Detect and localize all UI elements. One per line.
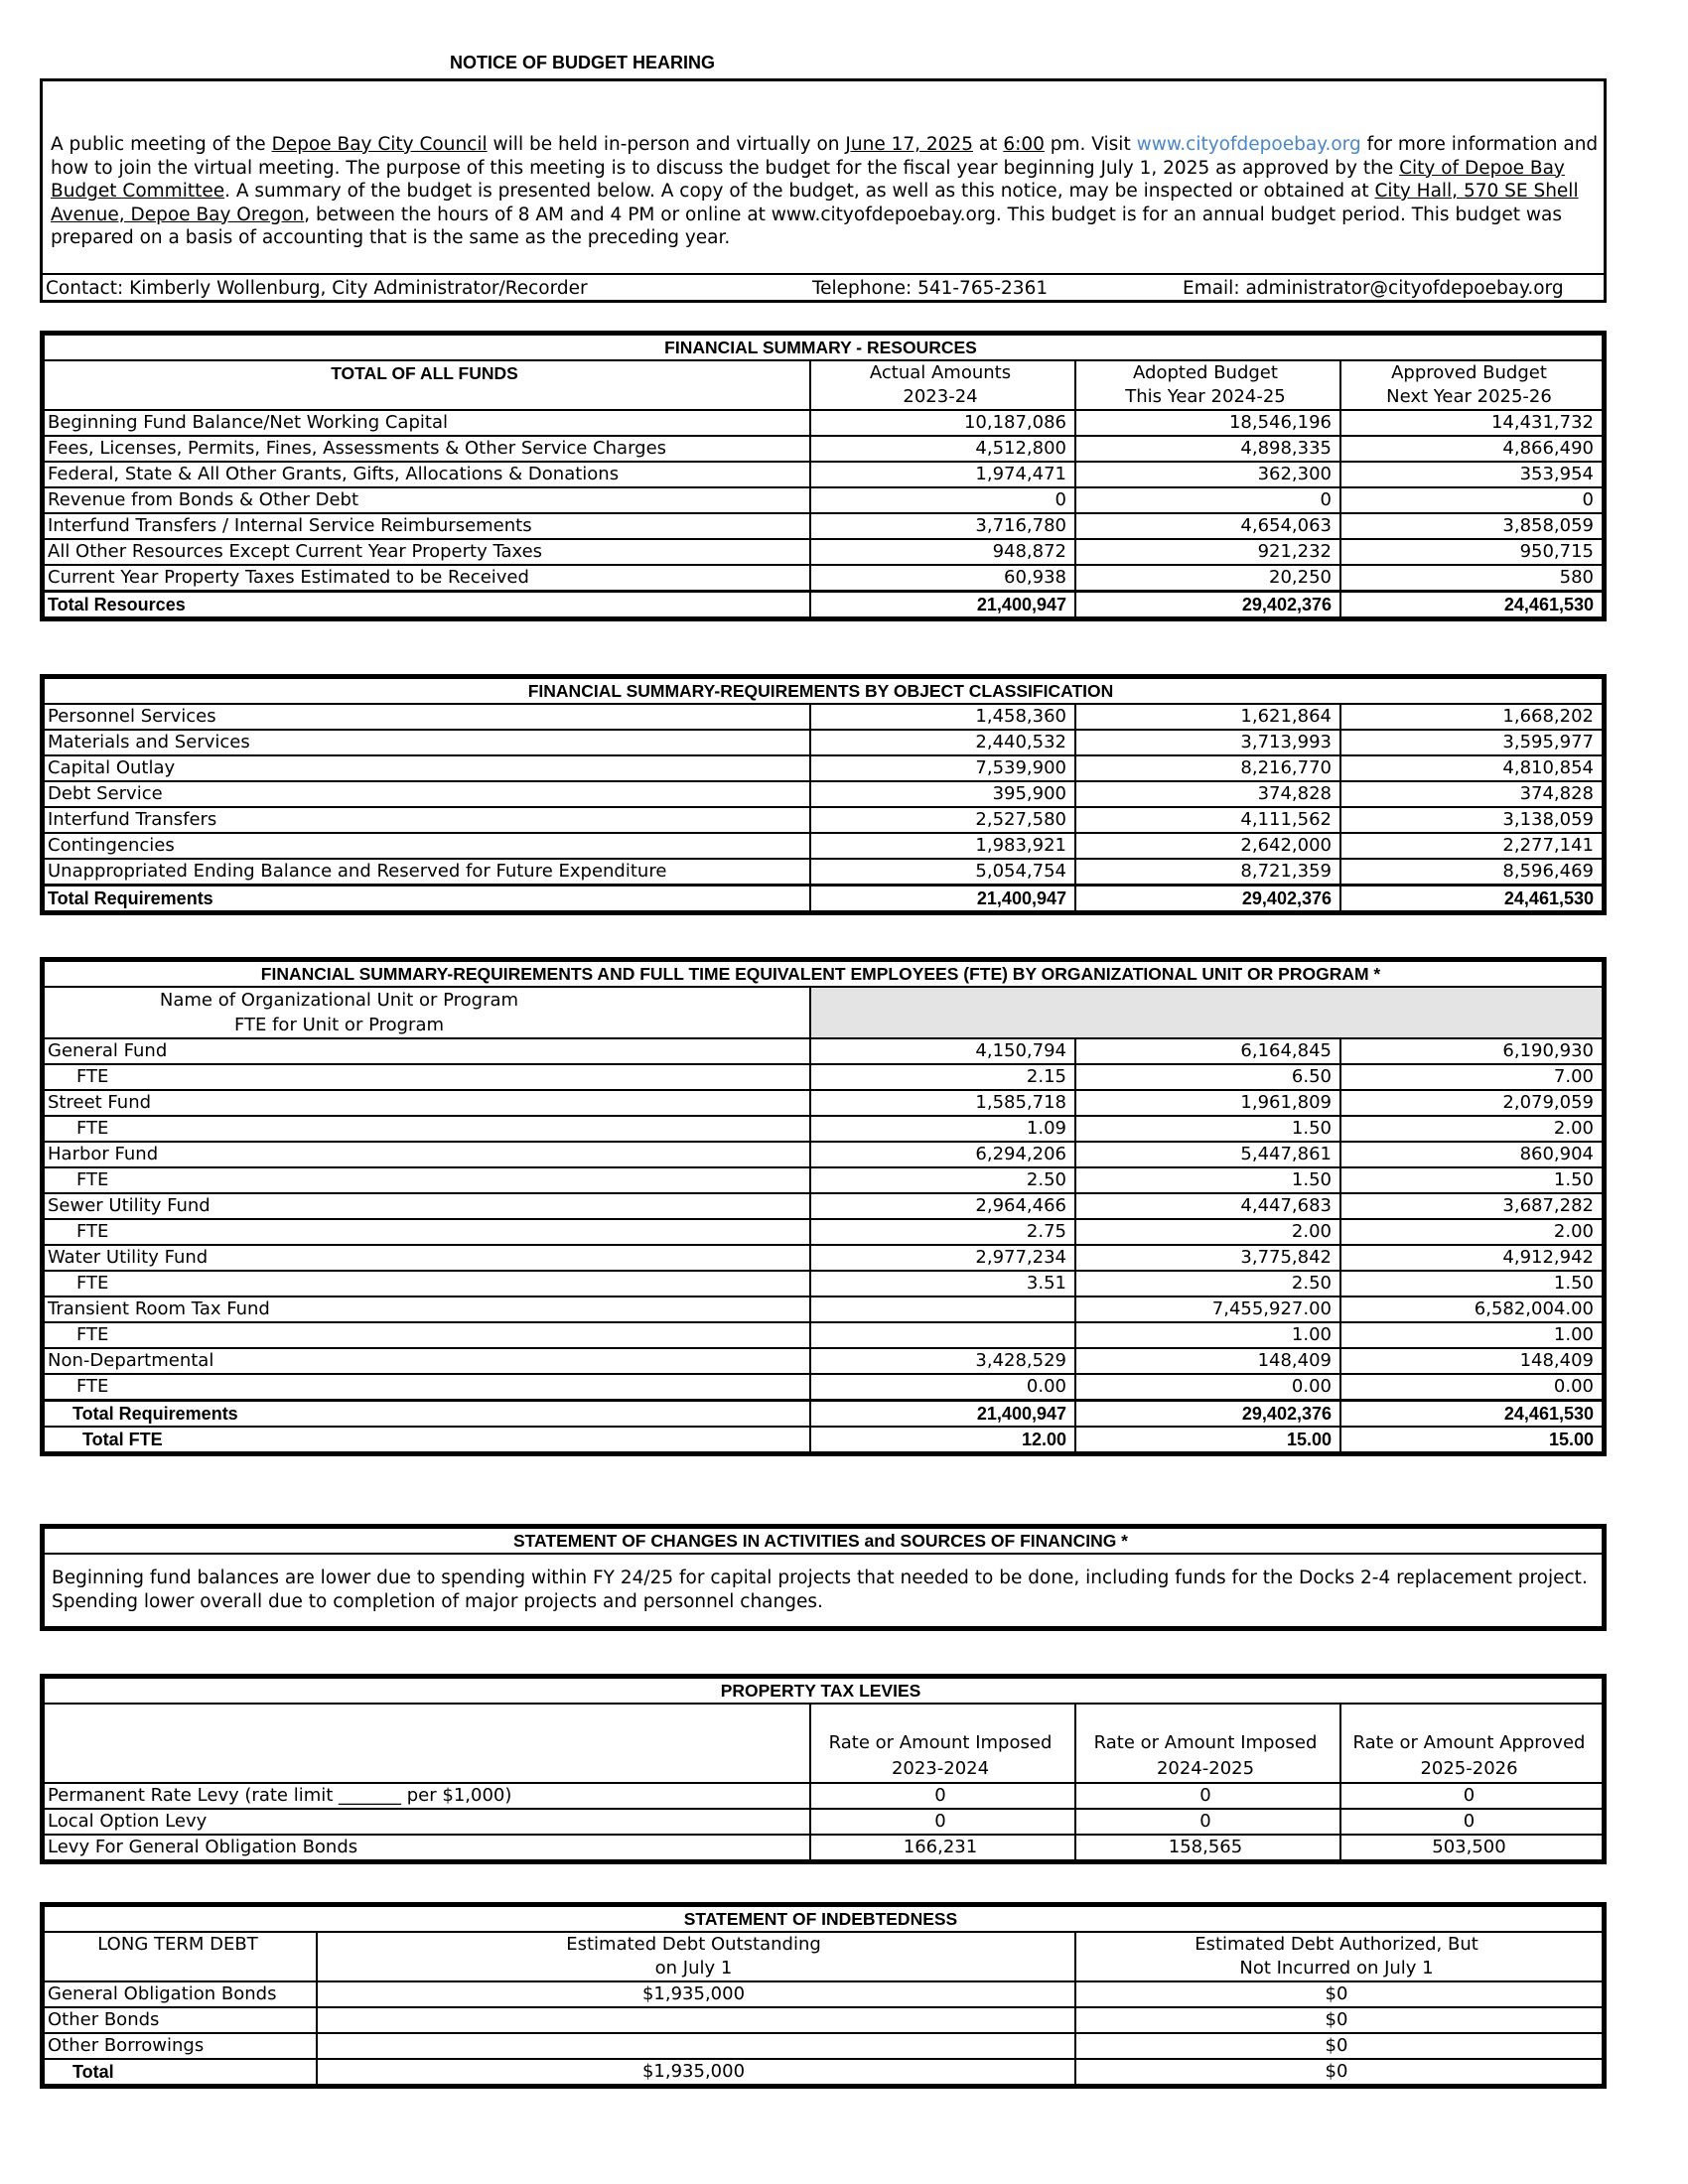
row-value: 1,961,809 xyxy=(1075,1090,1340,1116)
changes-title: STATEMENT OF CHANGES IN ACTIVITIES and SOURCES OF FINANCING * xyxy=(44,1528,1603,1554)
meeting-date: June 17, 2025 xyxy=(845,134,973,155)
row-value: 166,231 xyxy=(810,1835,1075,1860)
row-value: $0 xyxy=(1075,2033,1603,2059)
row-value: 3,858,059 xyxy=(1340,513,1603,539)
row-value: 18,546,196 xyxy=(1075,410,1340,436)
row-value: 20,250 xyxy=(1075,565,1340,592)
debt-col2-header xyxy=(1075,1932,1603,1981)
row-label: Capital Outlay xyxy=(44,755,810,781)
row-value: 3.51 xyxy=(810,1271,1075,1297)
header-line: Rate or Amount Imposed xyxy=(1093,1732,1318,1753)
row-value: 1.00 xyxy=(1340,1322,1603,1348)
row-value: 5,447,861 xyxy=(1075,1142,1340,1167)
debt-col0-header: LONG TERM DEBT xyxy=(44,1932,317,1981)
notice-text-part: , between the hours of 8 AM and 4 PM or online at www.cityofdepoebay.org. This budget is for an annual budget period. This budget was prepared on a basis of accounting that is the same as the preceding year. xyxy=(51,204,1563,248)
fte-row xyxy=(44,1064,1603,1090)
budget-committee: City of Depoe Bay Budget Committee xyxy=(51,157,1565,202)
row-value: 3,595,977 xyxy=(1340,730,1603,755)
levies-col2-header xyxy=(1075,1704,1340,1783)
unit-name: Street Fund xyxy=(44,1090,810,1116)
notice-text-part: pm. Visit xyxy=(1044,134,1137,155)
row-value: 0 xyxy=(810,487,1075,513)
row-label: Interfund Transfers / Internal Service Reimbursements xyxy=(44,513,810,539)
debt-table xyxy=(43,1905,1604,2086)
row-value: 0 xyxy=(1075,1809,1340,1835)
notice-box xyxy=(40,78,1607,303)
unit-row xyxy=(44,1090,1603,1116)
row-value: 24,461,530 xyxy=(1340,1401,1603,1428)
fte-label: FTE xyxy=(44,1322,810,1348)
council-link: Depoe Bay City Council xyxy=(271,134,488,155)
website-link[interactable]: www.cityofdepoebay.org xyxy=(1136,134,1361,155)
row-value: 503,500 xyxy=(1340,1835,1603,1860)
row-value: 7,539,900 xyxy=(810,755,1075,781)
debt-col1-header xyxy=(317,1932,1075,1981)
row-value: 2,977,234 xyxy=(810,1245,1075,1271)
changes-text: Beginning fund balances are lower due to spending within FY 24/25 for capital projects that needed to be done, including funds for the Docks 2-4 replacement project. Spending lower overall due to completion of major projects and personnel changes. xyxy=(52,1568,1588,1612)
row-value: 1,621,864 xyxy=(1075,704,1340,730)
changes-cell xyxy=(44,1554,1603,1627)
row-value: 21,400,947 xyxy=(810,1401,1075,1428)
table-row xyxy=(44,1809,1603,1835)
table-row xyxy=(44,730,1603,755)
row-label: Permanent Rate Levy (rate limit _______ per $1,000) xyxy=(44,1783,810,1809)
row-value: 14,431,732 xyxy=(1340,410,1603,436)
row-value: 4,654,063 xyxy=(1075,513,1340,539)
row-value: 580 xyxy=(1340,565,1603,592)
changes-table xyxy=(43,1527,1604,1628)
row-value: 0.00 xyxy=(810,1374,1075,1401)
changes-section xyxy=(40,1524,1607,1631)
col-header-line: Adopted Budget xyxy=(1133,362,1278,383)
row-label: Beginning Fund Balance/Net Working Capital xyxy=(44,410,810,436)
row-value: 6,582,004.00 xyxy=(1340,1297,1603,1322)
row-label: Contingencies xyxy=(44,833,810,859)
debt-section xyxy=(40,1902,1607,2089)
row-value: 4,810,854 xyxy=(1340,755,1603,781)
table-row xyxy=(44,1783,1603,1809)
city-hall-address: City Hall, 570 SE Shell Avenue, Depoe Bay Oregon xyxy=(51,181,1579,225)
row-value: 5,054,754 xyxy=(810,859,1075,886)
unit-name: Non-Departmental xyxy=(44,1348,810,1374)
requirements-total-row xyxy=(44,886,1603,912)
row-value: 2,642,000 xyxy=(1075,833,1340,859)
row-label: Interfund Transfers xyxy=(44,807,810,833)
row-value: 8,216,770 xyxy=(1075,755,1340,781)
row-value: 24,461,530 xyxy=(1340,592,1603,618)
row-value: 4,447,683 xyxy=(1075,1193,1340,1219)
fte-row xyxy=(44,1374,1603,1401)
levies-col3-header xyxy=(1340,1704,1603,1783)
row-value: $1,935,000 xyxy=(317,1981,1075,2007)
table-row xyxy=(44,859,1603,886)
table-row xyxy=(44,833,1603,859)
table-row xyxy=(44,462,1603,487)
row-value: 0 xyxy=(810,1809,1075,1835)
row-value: 1,983,921 xyxy=(810,833,1075,859)
table-row xyxy=(44,704,1603,730)
row-value: 15.00 xyxy=(1340,1427,1603,1452)
row-label: Revenue from Bonds & Other Debt xyxy=(44,487,810,513)
requirements-section xyxy=(40,674,1607,915)
row-value: 8,721,359 xyxy=(1075,859,1340,886)
table-row xyxy=(44,487,1603,513)
row-label: Total Requirements xyxy=(44,886,810,912)
row-label: Unappropriated Ending Balance and Reserved for Future Expenditure xyxy=(44,859,810,886)
row-label: Total Resources xyxy=(44,592,810,618)
row-value: 353,954 xyxy=(1340,462,1603,487)
row-value: 148,409 xyxy=(1340,1348,1603,1374)
fte-row xyxy=(44,1219,1603,1245)
row-value: 948,872 xyxy=(810,539,1075,565)
row-label: Debt Service xyxy=(44,781,810,807)
row-value: 1.00 xyxy=(1075,1322,1340,1348)
header-line: Estimated Debt Authorized, But xyxy=(1195,1934,1478,1955)
table-row xyxy=(44,513,1603,539)
col-actual-header xyxy=(810,360,1075,410)
row-value: 2.50 xyxy=(1075,1271,1340,1297)
row-value: 148,409 xyxy=(1075,1348,1340,1374)
row-value: 4,866,490 xyxy=(1340,436,1603,462)
notice-text-part: for more information and how to join the virtual meeting. The purpose of this meeting is to discuss the budget for the fiscal year beginning July 1, 2025 as approved by the xyxy=(51,134,1599,179)
row-value: 10,187,086 xyxy=(810,410,1075,436)
row-value: 8,596,469 xyxy=(1340,859,1603,886)
row-value: 0 xyxy=(1340,487,1603,513)
row-value: 29,402,376 xyxy=(1075,1401,1340,1428)
row-value xyxy=(317,2007,1075,2033)
contact-telephone: Telephone: 541-765-2361 xyxy=(812,278,1049,299)
unit-row xyxy=(44,1193,1603,1219)
row-value: 362,300 xyxy=(1075,462,1340,487)
row-value: 4,912,942 xyxy=(1340,1245,1603,1271)
col-adopted-header xyxy=(1075,360,1340,410)
row-value: 29,402,376 xyxy=(1075,592,1340,618)
notice-text-part: will be held in-person and virtually on xyxy=(487,134,846,155)
col-header-line: Next Year 2025-26 xyxy=(1386,386,1552,407)
col-header-line: Actual Amounts xyxy=(869,362,1012,383)
row-value: 2,527,580 xyxy=(810,807,1075,833)
row-value: 2,079,059 xyxy=(1340,1090,1603,1116)
row-value: 1.50 xyxy=(1340,1167,1603,1193)
fte-label: FTE xyxy=(44,1271,810,1297)
debt-total-row xyxy=(44,2059,1603,2085)
row-value: 1,668,202 xyxy=(1340,704,1603,730)
row-value: 374,828 xyxy=(1075,781,1340,807)
row-label: Fees, Licenses, Permits, Fines, Assessments & Other Service Charges xyxy=(44,436,810,462)
row-value: 158,565 xyxy=(1075,1835,1340,1860)
debt-rows xyxy=(44,1981,1603,2059)
fte-label: FTE xyxy=(44,1167,810,1193)
requirements-title: FINANCIAL SUMMARY-REQUIREMENTS BY OBJECT CLASSIFICATION xyxy=(44,678,1603,704)
row-value: 3,775,842 xyxy=(1075,1245,1340,1271)
row-value: 2.00 xyxy=(1075,1219,1340,1245)
row-value xyxy=(810,1322,1075,1348)
row-value: 0.00 xyxy=(1340,1374,1603,1401)
row-label: General Obligation Bonds xyxy=(44,1981,317,2007)
table-row xyxy=(44,755,1603,781)
header-line: 2025-2026 xyxy=(1420,1758,1518,1779)
fte-label: FTE xyxy=(44,1374,810,1401)
row-value: 2,440,532 xyxy=(810,730,1075,755)
fte-row xyxy=(44,1271,1603,1297)
row-value: 3,687,282 xyxy=(1340,1193,1603,1219)
row-value: 6,294,206 xyxy=(810,1142,1075,1167)
fte-title: FINANCIAL SUMMARY-REQUIREMENTS AND FULL TIME EQUIVALENT EMPLOYEES (FTE) BY ORGANIZATIONAL UNIT OR PROGRAM * xyxy=(44,961,1603,987)
row-value: 0 xyxy=(810,1783,1075,1809)
header-line: Rate or Amount Approved xyxy=(1352,1732,1586,1753)
levies-section xyxy=(40,1674,1607,1864)
row-label: Materials and Services xyxy=(44,730,810,755)
row-value: 1,585,718 xyxy=(810,1090,1075,1116)
row-value: 1.09 xyxy=(810,1116,1075,1142)
row-value: 24,461,530 xyxy=(1340,886,1603,912)
unit-row xyxy=(44,1348,1603,1374)
levies-table xyxy=(43,1677,1604,1861)
row-value: 3,138,059 xyxy=(1340,807,1603,833)
fte-row xyxy=(44,1167,1603,1193)
header-line: 2024-2025 xyxy=(1156,1758,1255,1779)
row-value: 2.50 xyxy=(810,1167,1075,1193)
row-value: 4,898,335 xyxy=(1075,436,1340,462)
row-value: 2.75 xyxy=(810,1219,1075,1245)
header-line: on July 1 xyxy=(654,1958,733,1979)
row-value: 1.50 xyxy=(1340,1271,1603,1297)
row-value: 0 xyxy=(1075,487,1340,513)
requirements-table xyxy=(43,677,1604,912)
contact-email: Email: administrator@cityofdepoebay.org xyxy=(1183,278,1564,299)
fte-label-header xyxy=(44,987,810,1038)
notice-text xyxy=(51,133,1600,250)
row-value xyxy=(317,2033,1075,2059)
table-row xyxy=(44,781,1603,807)
row-value: 15.00 xyxy=(1075,1427,1340,1452)
unit-row xyxy=(44,1038,1603,1064)
row-value: 1,974,471 xyxy=(810,462,1075,487)
table-row xyxy=(44,2007,1603,2033)
row-value: 4,512,800 xyxy=(810,436,1075,462)
row-value: 3,713,993 xyxy=(1075,730,1340,755)
row-value: 3,716,780 xyxy=(810,513,1075,539)
unit-row xyxy=(44,1142,1603,1167)
fte-table xyxy=(43,960,1604,1453)
requirements-rows xyxy=(44,704,1603,886)
row-value: 6.50 xyxy=(1075,1064,1340,1090)
unit-name: Transient Room Tax Fund xyxy=(44,1297,810,1322)
fte-label: FTE xyxy=(44,1116,810,1142)
col-header-line: 2023-24 xyxy=(903,386,978,407)
row-value: 1.50 xyxy=(1075,1167,1340,1193)
table-row xyxy=(44,1835,1603,1860)
unit-name: Water Utility Fund xyxy=(44,1245,810,1271)
col-header-line: Approved Budget xyxy=(1391,362,1547,383)
row-value: 29,402,376 xyxy=(1075,886,1340,912)
row-value: 2,277,141 xyxy=(1340,833,1603,859)
row-value: $1,935,000 xyxy=(317,2059,1075,2085)
row-value: $0 xyxy=(1075,2059,1603,2085)
fte-section xyxy=(40,957,1607,1456)
header-line: Not Incurred on July 1 xyxy=(1239,1958,1434,1979)
notice-text-part: at xyxy=(972,134,1004,155)
row-value: 395,900 xyxy=(810,781,1075,807)
row-value xyxy=(810,1297,1075,1322)
row-value: 921,232 xyxy=(1075,539,1340,565)
fte-shaded-header xyxy=(810,987,1603,1038)
table-row xyxy=(44,1981,1603,2007)
row-label: Personnel Services xyxy=(44,704,810,730)
row-value: 374,828 xyxy=(1340,781,1603,807)
row-value: 7.00 xyxy=(1340,1064,1603,1090)
row-value: $0 xyxy=(1075,2007,1603,2033)
row-value: 4,111,562 xyxy=(1075,807,1340,833)
resources-total-row xyxy=(44,592,1603,618)
resources-title: FINANCIAL SUMMARY - RESOURCES xyxy=(44,335,1603,360)
fte-label: FTE xyxy=(44,1064,810,1090)
fte-label: FTE xyxy=(44,1219,810,1245)
row-value: 0.00 xyxy=(1075,1374,1340,1401)
fte-row xyxy=(44,1116,1603,1142)
table-row xyxy=(44,807,1603,833)
header-line: FTE for Unit or Program xyxy=(233,1015,445,1035)
row-value: 2,964,466 xyxy=(810,1193,1075,1219)
col-approved-header xyxy=(1340,360,1603,410)
row-value: 12.00 xyxy=(810,1427,1075,1452)
fte-total-fte-row xyxy=(44,1427,1603,1452)
row-value: 4,150,794 xyxy=(810,1038,1075,1064)
header-line: Name of Organizational Unit or Program xyxy=(159,990,519,1011)
fte-rows xyxy=(44,1038,1603,1401)
row-value: 1,458,360 xyxy=(810,704,1075,730)
notice-text-part: . A summary of the budget is presented below. A copy of the budget, as well as this notice, may be inspected or obtained at xyxy=(224,181,1375,202)
row-value: $0 xyxy=(1075,1981,1603,2007)
unit-name: Harbor Fund xyxy=(44,1142,810,1167)
header-line: 2023-2024 xyxy=(891,1758,990,1779)
table-row xyxy=(44,539,1603,565)
page-title: NOTICE OF BUDGET HEARING xyxy=(450,53,716,72)
fte-row xyxy=(44,1322,1603,1348)
contact-row xyxy=(43,273,1604,303)
row-value: 6,190,930 xyxy=(1340,1038,1603,1064)
resources-rows xyxy=(44,410,1603,592)
row-label: Federal, State & All Other Grants, Gifts, Allocations & Donations xyxy=(44,462,810,487)
contact-name: Contact: Kimberly Wollenburg, City Administrator/Recorder xyxy=(46,278,588,299)
row-value: 60,938 xyxy=(810,565,1075,592)
table-row xyxy=(44,2033,1603,2059)
table-row xyxy=(44,565,1603,592)
row-label: Levy For General Obligation Bonds xyxy=(44,1835,810,1860)
resources-section xyxy=(40,331,1607,621)
resources-label-header: TOTAL OF ALL FUNDS xyxy=(44,360,810,410)
fte-total-req-row xyxy=(44,1401,1603,1428)
row-value: 2.00 xyxy=(1340,1219,1603,1245)
row-label: Local Option Levy xyxy=(44,1809,810,1835)
row-label: Current Year Property Taxes Estimated to be Received xyxy=(44,565,810,592)
row-value: 0 xyxy=(1075,1783,1340,1809)
header-line: Estimated Debt Outstanding xyxy=(566,1934,821,1955)
notice-text-part: A public meeting of the xyxy=(51,134,272,155)
row-value: 0 xyxy=(1340,1809,1603,1835)
unit-name: Sewer Utility Fund xyxy=(44,1193,810,1219)
col-header-line: This Year 2024-25 xyxy=(1125,386,1286,407)
unit-row xyxy=(44,1297,1603,1322)
row-value: 2.00 xyxy=(1340,1116,1603,1142)
debt-title: STATEMENT OF INDEBTEDNESS xyxy=(44,1906,1603,1932)
row-label: Other Bonds xyxy=(44,2007,317,2033)
table-row xyxy=(44,410,1603,436)
unit-row xyxy=(44,1245,1603,1271)
levies-blank-header xyxy=(44,1704,810,1783)
row-value: 2.15 xyxy=(810,1064,1075,1090)
meeting-time: 6:00 xyxy=(1003,134,1045,155)
row-label: All Other Resources Except Current Year Property Taxes xyxy=(44,539,810,565)
row-value: 860,904 xyxy=(1340,1142,1603,1167)
row-value: 21,400,947 xyxy=(810,886,1075,912)
levies-col1-header xyxy=(810,1704,1075,1783)
unit-name: General Fund xyxy=(44,1038,810,1064)
row-value: 0 xyxy=(1340,1783,1603,1809)
row-label: Other Borrowings xyxy=(44,2033,317,2059)
row-value: 21,400,947 xyxy=(810,592,1075,618)
row-value: 1.50 xyxy=(1075,1116,1340,1142)
resources-table xyxy=(43,334,1604,618)
header-line: Rate or Amount Imposed xyxy=(828,1732,1053,1753)
row-label: Total FTE xyxy=(44,1427,810,1452)
row-value: 6,164,845 xyxy=(1075,1038,1340,1064)
row-label: Total xyxy=(44,2059,317,2085)
levies-rows xyxy=(44,1783,1603,1860)
row-value: 7,455,927.00 xyxy=(1075,1297,1340,1322)
row-value: 3,428,529 xyxy=(810,1348,1075,1374)
table-row xyxy=(44,436,1603,462)
row-label: Total Requirements xyxy=(44,1401,810,1428)
levies-title: PROPERTY TAX LEVIES xyxy=(44,1678,1603,1704)
row-value: 950,715 xyxy=(1340,539,1603,565)
